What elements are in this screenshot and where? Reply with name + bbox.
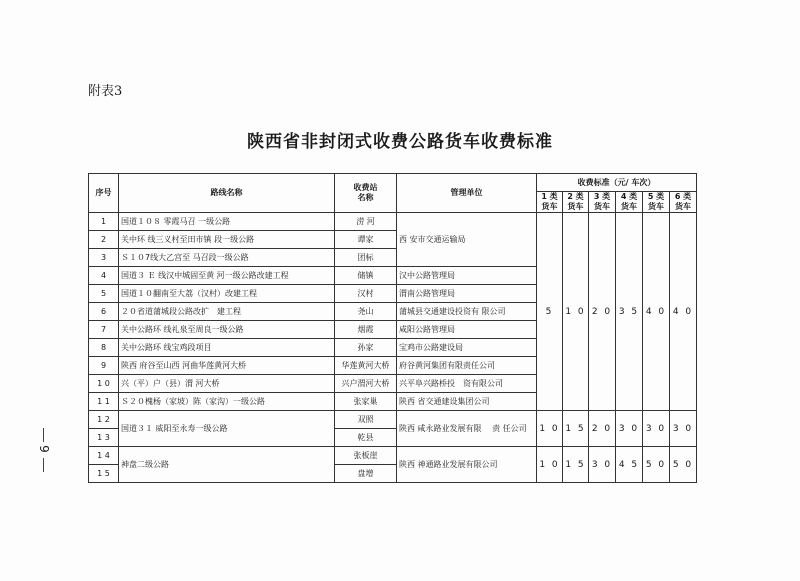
fee-class-3-group-c: 3 0: [589, 447, 616, 483]
row-station: 储镇: [335, 267, 397, 285]
fee-class-4-group-b: 3 0: [616, 411, 643, 447]
header-station-line2: 名称: [357, 193, 374, 202]
row-unit: 陕西 省交通建设集团公司: [397, 393, 537, 411]
row-station: 华莲黄河大桥: [335, 357, 397, 375]
row-route: 兴（平）户（县）渭 河大桥: [119, 375, 335, 393]
row-seq: 1 5: [89, 465, 119, 483]
row-station: 张家巢: [335, 393, 397, 411]
row-route: 关中环 线三义村至田市镇 段一级公路: [119, 231, 335, 249]
row-unit: 府谷黄河集团有限责任公司: [397, 357, 537, 375]
fee-table: [88, 173, 697, 483]
fee-class-5-group-a: 4 0: [643, 213, 670, 411]
fee-class-3-group-a: 2 0: [589, 213, 616, 411]
fee-class-3-group-b: 2 0: [589, 411, 616, 447]
row-unit: 蒲城县交通建设投资有 限公司: [397, 303, 537, 321]
row-route: Ｓ２０槐杨（家坡）陈（家沟）一级公路: [119, 393, 335, 411]
fee-class-6-group-b: 3 0: [670, 411, 697, 447]
page-number-dash-bottom: [43, 458, 44, 472]
row-route: ２０省道蒲城段公路改扩 建工程: [119, 303, 335, 321]
row-route: 关中公路环 线宝鸡段项目: [119, 339, 335, 357]
fee-class-5-group-b: 3 0: [643, 411, 670, 447]
row-unit-group-a: 西 安市交通运输局: [397, 213, 537, 267]
row-seq: 7: [89, 321, 119, 339]
fee-class-4-group-a: 3 5: [616, 213, 643, 411]
row-unit: 咸阳公路管理局: [397, 321, 537, 339]
row-station: 兴户渭河大桥: [335, 375, 397, 393]
row-station: 乾县: [335, 429, 397, 447]
header-seq: 序号: [89, 174, 119, 213]
row-unit-group-b: 陕西 咸永路业发展有限 责 任公司: [397, 411, 537, 447]
row-station: 尧山: [335, 303, 397, 321]
header-class-3: 3 类 货车: [589, 192, 616, 213]
header-station-line1: 收费站: [353, 183, 378, 192]
header-class-4: 4 类 货车: [616, 192, 643, 213]
row-seq: 1 1: [89, 393, 119, 411]
fee-class-2-group-a: 1 0: [563, 213, 589, 411]
row-seq: 2: [89, 231, 119, 249]
header-unit: 管理单位: [397, 174, 537, 213]
header-class-5: 5 类 货车: [643, 192, 670, 213]
row-seq: 8: [89, 339, 119, 357]
page-number-marker: [26, 428, 66, 472]
row-seq: 5: [89, 285, 119, 303]
fee-class-1-group-a: 5: [537, 213, 563, 411]
row-route: 国道１０翻南至大荔（汉村）改建工程: [119, 285, 335, 303]
row-unit: 兴平阜兴路桥投 资有限公司: [397, 375, 537, 393]
row-station: 涝 河: [335, 213, 397, 231]
row-station: 双照: [335, 411, 397, 429]
row-route: 国道３ Ｅ 线汉中城固至黄 河一级公路改建工程: [119, 267, 335, 285]
fee-class-1-group-c: 1 0: [537, 447, 563, 483]
row-unit: 渭南公路管理局: [397, 285, 537, 303]
document-title: 陕西省非封闭式收费公路货车收费标准: [247, 132, 553, 152]
header-route: 路线名称: [119, 174, 335, 213]
page-number: 9: [37, 445, 51, 453]
header-class-1: 1 类 货车: [537, 192, 563, 213]
page-number-dash-top: [43, 428, 44, 442]
header-class-2: 2 类 货车: [563, 192, 589, 213]
row-station: 团标: [335, 249, 397, 267]
row-station: 烟霞: [335, 321, 397, 339]
row-unit: 汉中公路管理局: [397, 267, 537, 285]
fee-class-4-group-c: 4 5: [616, 447, 643, 483]
header-row-1: [89, 174, 697, 192]
fee-class-5-group-c: 5 0: [643, 447, 670, 483]
row-station: 汉村: [335, 285, 397, 303]
fee-class-1-group-b: 1 0: [537, 411, 563, 447]
row-route: 陕西 府谷至山西 河曲华莲黄河大桥: [119, 357, 335, 375]
row-station: 张板崖: [335, 447, 397, 465]
row-station: 谭家: [335, 231, 397, 249]
row-seq: 1: [89, 213, 119, 231]
header-fee-group: 收费标准（元/ 车次）: [537, 174, 697, 192]
row-seq: 1 4: [89, 447, 119, 465]
row-route-group-c: 神盘二级公路: [119, 447, 335, 483]
row-seq: 9: [89, 357, 119, 375]
row-unit: 宝鸡市公路建设局: [397, 339, 537, 357]
row-seq: 6: [89, 303, 119, 321]
row-seq: 1 3: [89, 429, 119, 447]
row-station: 盘增: [335, 465, 397, 483]
row-seq: 3: [89, 249, 119, 267]
fee-class-2-group-c: 1 5: [563, 447, 589, 483]
row-route: Ｓ１０7线大乙宫至 马召段一级公路: [119, 249, 335, 267]
row-seq: 1 0: [89, 375, 119, 393]
fee-class-6-group-c: 5 0: [670, 447, 697, 483]
appendix-label: 附表3: [88, 84, 123, 99]
row-route-group-b: 国道３１ 威阳至永寿一级公路: [119, 411, 335, 447]
table-row: [89, 411, 697, 429]
row-unit-group-c: 陕西 神通路业发展有限公司: [397, 447, 537, 483]
row-route: 关中公路环 线礼泉至周良一级公路: [119, 321, 335, 339]
row-seq: 1 2: [89, 411, 119, 429]
row-route: 国道１０８ 零霞马召 一级公路: [119, 213, 335, 231]
fee-class-2-group-b: 1 5: [563, 411, 589, 447]
header-class-6: 6 类 货车: [670, 192, 697, 213]
fee-class-6-group-a: 4 0: [670, 213, 697, 411]
table-row: [89, 213, 697, 231]
row-station: 孙家: [335, 339, 397, 357]
header-station: [335, 174, 397, 213]
table-row: [89, 447, 697, 465]
row-seq: 4: [89, 267, 119, 285]
